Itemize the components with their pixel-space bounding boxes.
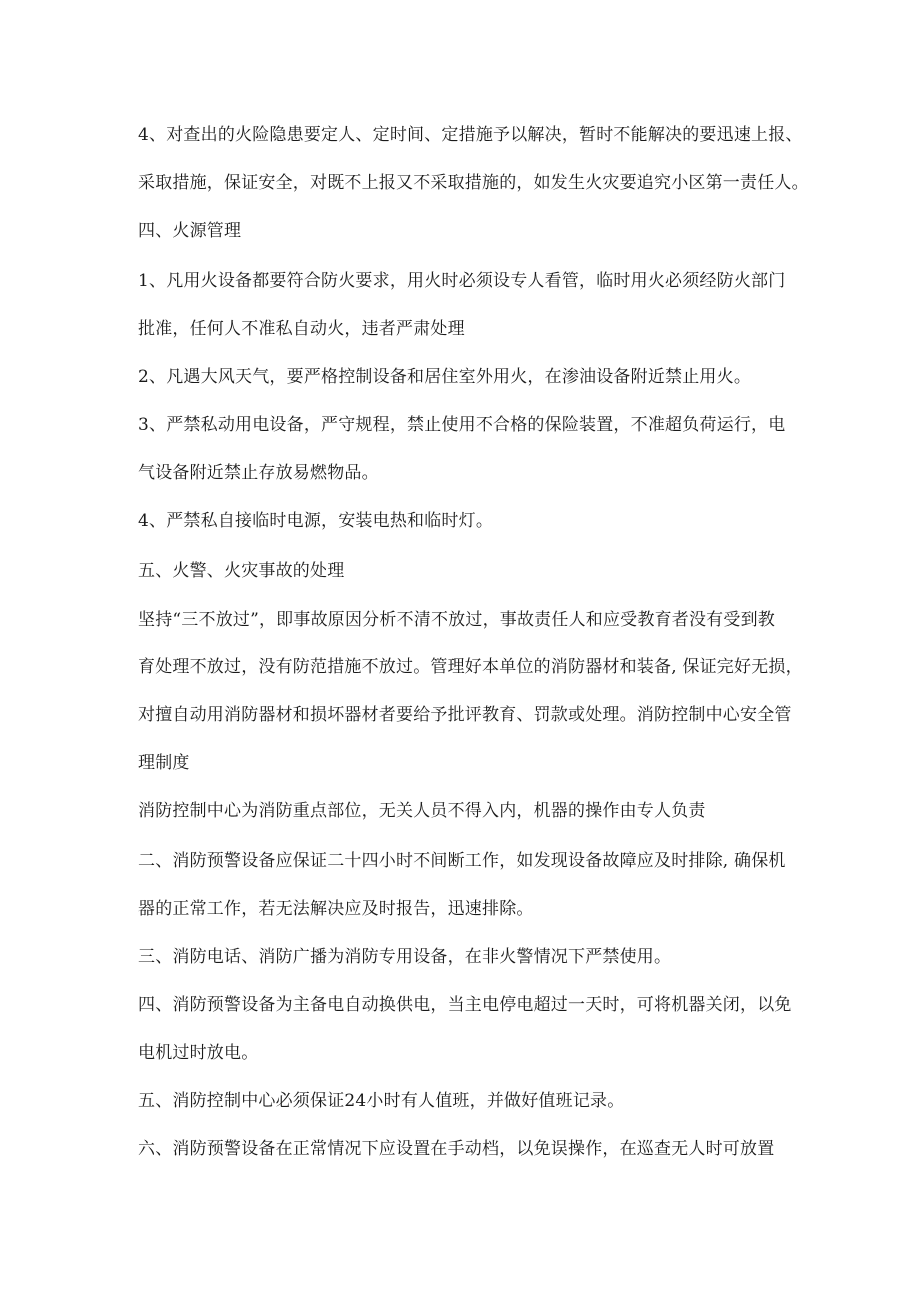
text-line-7: 3、严禁私动用电设备，严守规程，禁止使用不合格的保险装置，不准超负荷运行，电	[138, 415, 786, 435]
text-line-11: 坚持“三不放过”，即事故原因分析不清不放过，事故责任人和应受教育者没有受到教	[138, 610, 775, 630]
text-line-9: 4、严禁私自接临时电源，安装电热和临时灯。	[138, 511, 494, 531]
text-line-16: 二、消防预警设备应保证二十四小时不间断工作，如发现设备故障应及时排除, 确保机	[138, 851, 786, 871]
text-line-8: 气设备附近禁止存放易燃物品。	[138, 463, 379, 483]
text-line-2: 采取措施，保证安全，对既不上报又不采取措施的，如发生火灾要追究小区第一责任人。	[138, 173, 809, 193]
text-line-6: 2、凡遇大风天气，要严格控制设备和居住室外用火，在渗油设备附近禁止用火。	[138, 367, 752, 387]
text-line-1: 4、对查出的火险隐患要定人、定时间、定措施予以解决，暂时不能解决的要迅速上报、	[138, 125, 803, 145]
text-line-5: 批准，任何人不准私自动火，违者严肃处理	[138, 319, 465, 339]
text-line-4: 1、凡用火设备都要符合防火要求，用火时必须设专人看管，临时用火必须经防火部门	[138, 271, 786, 291]
section-heading-fire-incident: 五、火警、火灾事故的处理	[138, 561, 345, 581]
text-line-21: 五、消防控制中心必须保证24小时有人值班，并做好值班记录。	[138, 1091, 625, 1111]
section-heading-fire-source: 四、火源管理	[138, 221, 242, 241]
text-line-17: 器的正常工作，若无法解决应及时报告，迅速排除。	[138, 899, 534, 919]
text-line-20: 电机过时放电。	[138, 1043, 259, 1063]
text-line-13: 对擅自动用消防器材和损坏器材者要给予批评教育、罚款或处理。消防控制中心安全管	[138, 705, 792, 725]
text-line-12: 育处理不放过，没有防范措施不放过。管理好本单位的消防器材和装备, 保证完好无损，	[138, 657, 803, 677]
text-line-14: 理制度	[138, 753, 190, 773]
text-line-22: 六、消防预警设备在正常情况下应设置在手动档，以免误操作，在巡查无人时可放置	[138, 1139, 775, 1159]
text-line-15: 消防控制中心为消防重点部位，无关人员不得入内，机器的操作由专人负责	[138, 801, 706, 821]
text-line-19: 四、消防预警设备为主备电自动换供电，当主电停电超过一天时，可将机器关闭，以免	[138, 995, 792, 1015]
text-line-18: 三、消防电话、消防广播为消防专用设备，在非火警情况下严禁使用。	[138, 947, 672, 967]
